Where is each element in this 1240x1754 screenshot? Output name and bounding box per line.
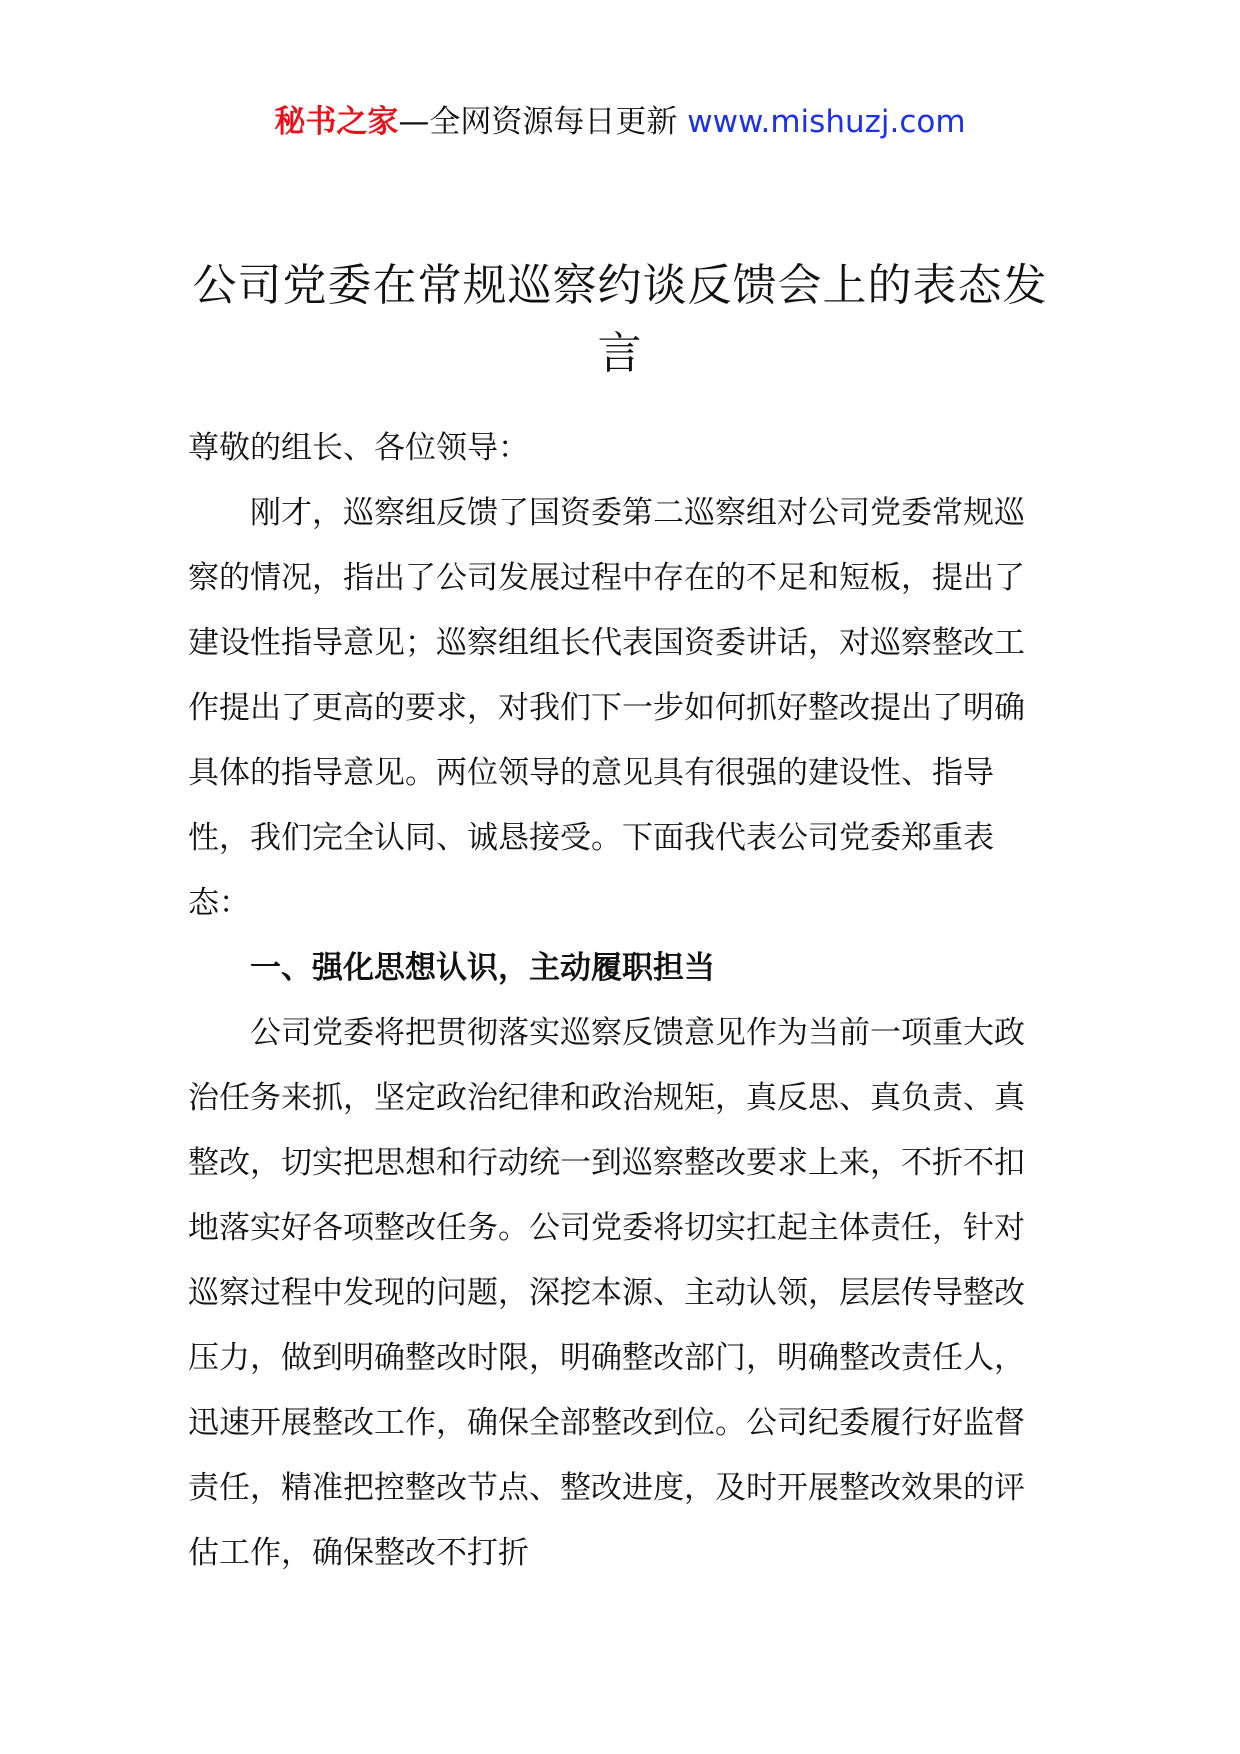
- document-title: 公司党委在常规巡察约谈反馈会上的表态发言: [192, 260, 1048, 379]
- document-body: [188, 416, 1052, 1586]
- paragraph-section-1: 公司党委将把贯彻落实巡察反馈意见作为当前一项重大政治任务来抓，坚定政治纪律和政治规矩，真反思、真负责、真整改，切实把思想和行动统一到巡察整改要求上来，不折不扣地落实好各项整改任务。公司党委将切实扛起主体责任，针对巡察过程中发现的问题，深挖本源、主动认领，层层传导整改压力，做到明确整改时限，明确整改部门，明确整改责任人，迅速开展整改工作，确保全部整改到位。公司纪委履行好监督责任，精准把控整改节点、整改进度，及时开展整改效果的评估工作，确保整改不打折: [188, 1015, 1025, 1571]
- site-header: [0, 100, 1240, 144]
- paragraph-intro: 刚才，巡察组反馈了国资委第二巡察组对公司党委常规巡察的情况，指出了公司发展过程中存在的不足和短板，提出了建设性指导意见；巡察组组长代表国资委讲话，对巡察整改工作提出了更高的要求，对我们下一步如何抓好整改提出了明确具体的指导意见。两位领导的意见具有很强的建设性、指导性，我们完全认同、诚恳接受。下面我代表公司党委郑重表态：: [188, 495, 1025, 921]
- site-url-link[interactable]: www.mishuzj.com: [687, 104, 966, 140]
- site-brand: 秘书之家: [274, 104, 399, 140]
- salutation: 尊敬的组长、各位领导：: [188, 430, 529, 466]
- site-tagline: —全网资源每日更新: [398, 104, 688, 140]
- section-heading-1: 一、强化思想认识，主动履职担当: [250, 950, 715, 986]
